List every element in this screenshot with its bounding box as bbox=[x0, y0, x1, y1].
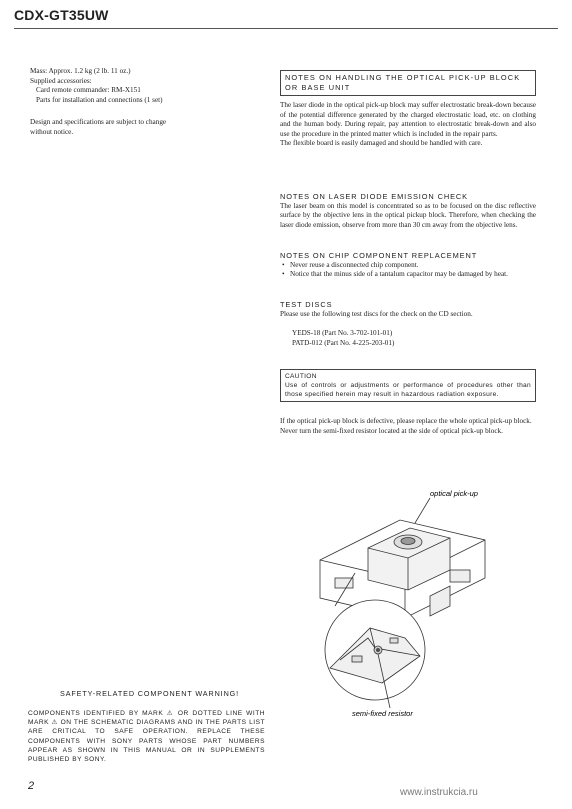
spec-supplied-item: Parts for installation and connections (1 set) bbox=[36, 95, 163, 104]
header-rule bbox=[14, 28, 558, 29]
test-disc: YEDS-18 (Part No. 3-702-101-01) bbox=[292, 329, 393, 338]
safety-warning-title: SAFETY-RELATED COMPONENT WARNING! bbox=[60, 689, 240, 698]
defect-section bbox=[280, 417, 536, 436]
optical-heading: NOTES ON HANDLING THE OPTICAL PICK-UP BLOCK OR BASE UNIT bbox=[280, 70, 536, 96]
page-number: 2 bbox=[28, 780, 35, 792]
caution-box bbox=[280, 369, 536, 402]
chip-heading: NOTES ON CHIP COMPONENT REPLACEMENT bbox=[280, 251, 478, 260]
laser-paragraph: The laser beam on this model is concentrated so as to be focused on the disc reflective surface by the objective lens in the optical pickup block. Therefore, when checking the laser diode emission, observe from more than 30 cm away from the objective lens. bbox=[280, 201, 536, 229]
watermark: www.instrukcia.ru bbox=[400, 787, 478, 798]
model-title: CDX-GT35UW bbox=[14, 7, 109, 23]
test-paragraph: Please use the following test discs for the check on the CD section. bbox=[280, 309, 473, 318]
pickup-illustration bbox=[280, 478, 550, 728]
caution-title: CAUTION bbox=[285, 373, 317, 380]
test-heading: TEST DISCS bbox=[280, 300, 333, 309]
test-disc: PATD-012 (Part No. 4-225-203-01) bbox=[292, 338, 395, 347]
spec-disclaimer: Design and specifications are subject to change without notice. bbox=[30, 118, 167, 136]
caution-text: Use of controls or adjustments or performance of procedures other than those specified herein may result in hazardous radiation exposure. bbox=[285, 382, 531, 398]
safety-warning-text: COMPONENTS IDENTIFIED BY MARK ⚠ OR DOTTED LINE WITH MARK ⚠ ON THE SCHEMATIC DIAGRAMS AND IN THE PARTS LIST ARE CRITICAL TO SAFE OPERATION. REPLACE THESE COMPONENTS WITH SONY PARTS WHOSE PART NUMBERS APPEAR AS SHOWN IN THIS MANUAL OR IN SUPPLEMENTS PUBLISHED BY SONY. bbox=[28, 710, 265, 764]
optical-section bbox=[280, 70, 536, 149]
spec-supplied-title: Supplied accessories: bbox=[30, 76, 92, 85]
specifications bbox=[30, 67, 260, 105]
chip-section bbox=[280, 251, 536, 280]
laser-section bbox=[280, 192, 536, 230]
chip-item: • Never reuse a disconnected chip component. bbox=[280, 261, 536, 271]
resistor-warning: Never turn the semi-fixed resistor located at the side of optical pick-up block. bbox=[280, 426, 503, 435]
chip-item: • Notice that the minus side of a tantalum capacitor may be damaged by heat. bbox=[280, 270, 536, 280]
spec-supplied-item: Card remote commander: RM-X151 bbox=[36, 86, 141, 94]
laser-heading: NOTES ON LASER DIODE EMISSION CHECK bbox=[280, 192, 468, 201]
optical-paragraph: The laser diode in the optical pick-up block may suffer electrostatic break-down because of the potential difference generated by the charged electrostatic load, etc. on clothing and the human body. During repair, pay attention to electrostatic break-down and also use the procedure in the printed matter which is included in the repair parts. bbox=[280, 101, 536, 138]
flexible-board-note: The flexible board is easily damaged and should be handled with care. bbox=[280, 139, 483, 148]
test-disc-list bbox=[280, 329, 536, 348]
defect-paragraph: If the optical pick-up block is defective, please replace the whole optical pick-up block. bbox=[280, 417, 532, 425]
label-semi-fixed-resistor: semi-fixed resistor bbox=[352, 709, 413, 718]
spec-mass: Mass: Approx. 1.2 kg (2 lb. 11 oz.) bbox=[30, 67, 131, 75]
test-section bbox=[280, 300, 536, 348]
label-optical-pickup: optical pick-up bbox=[430, 489, 478, 498]
